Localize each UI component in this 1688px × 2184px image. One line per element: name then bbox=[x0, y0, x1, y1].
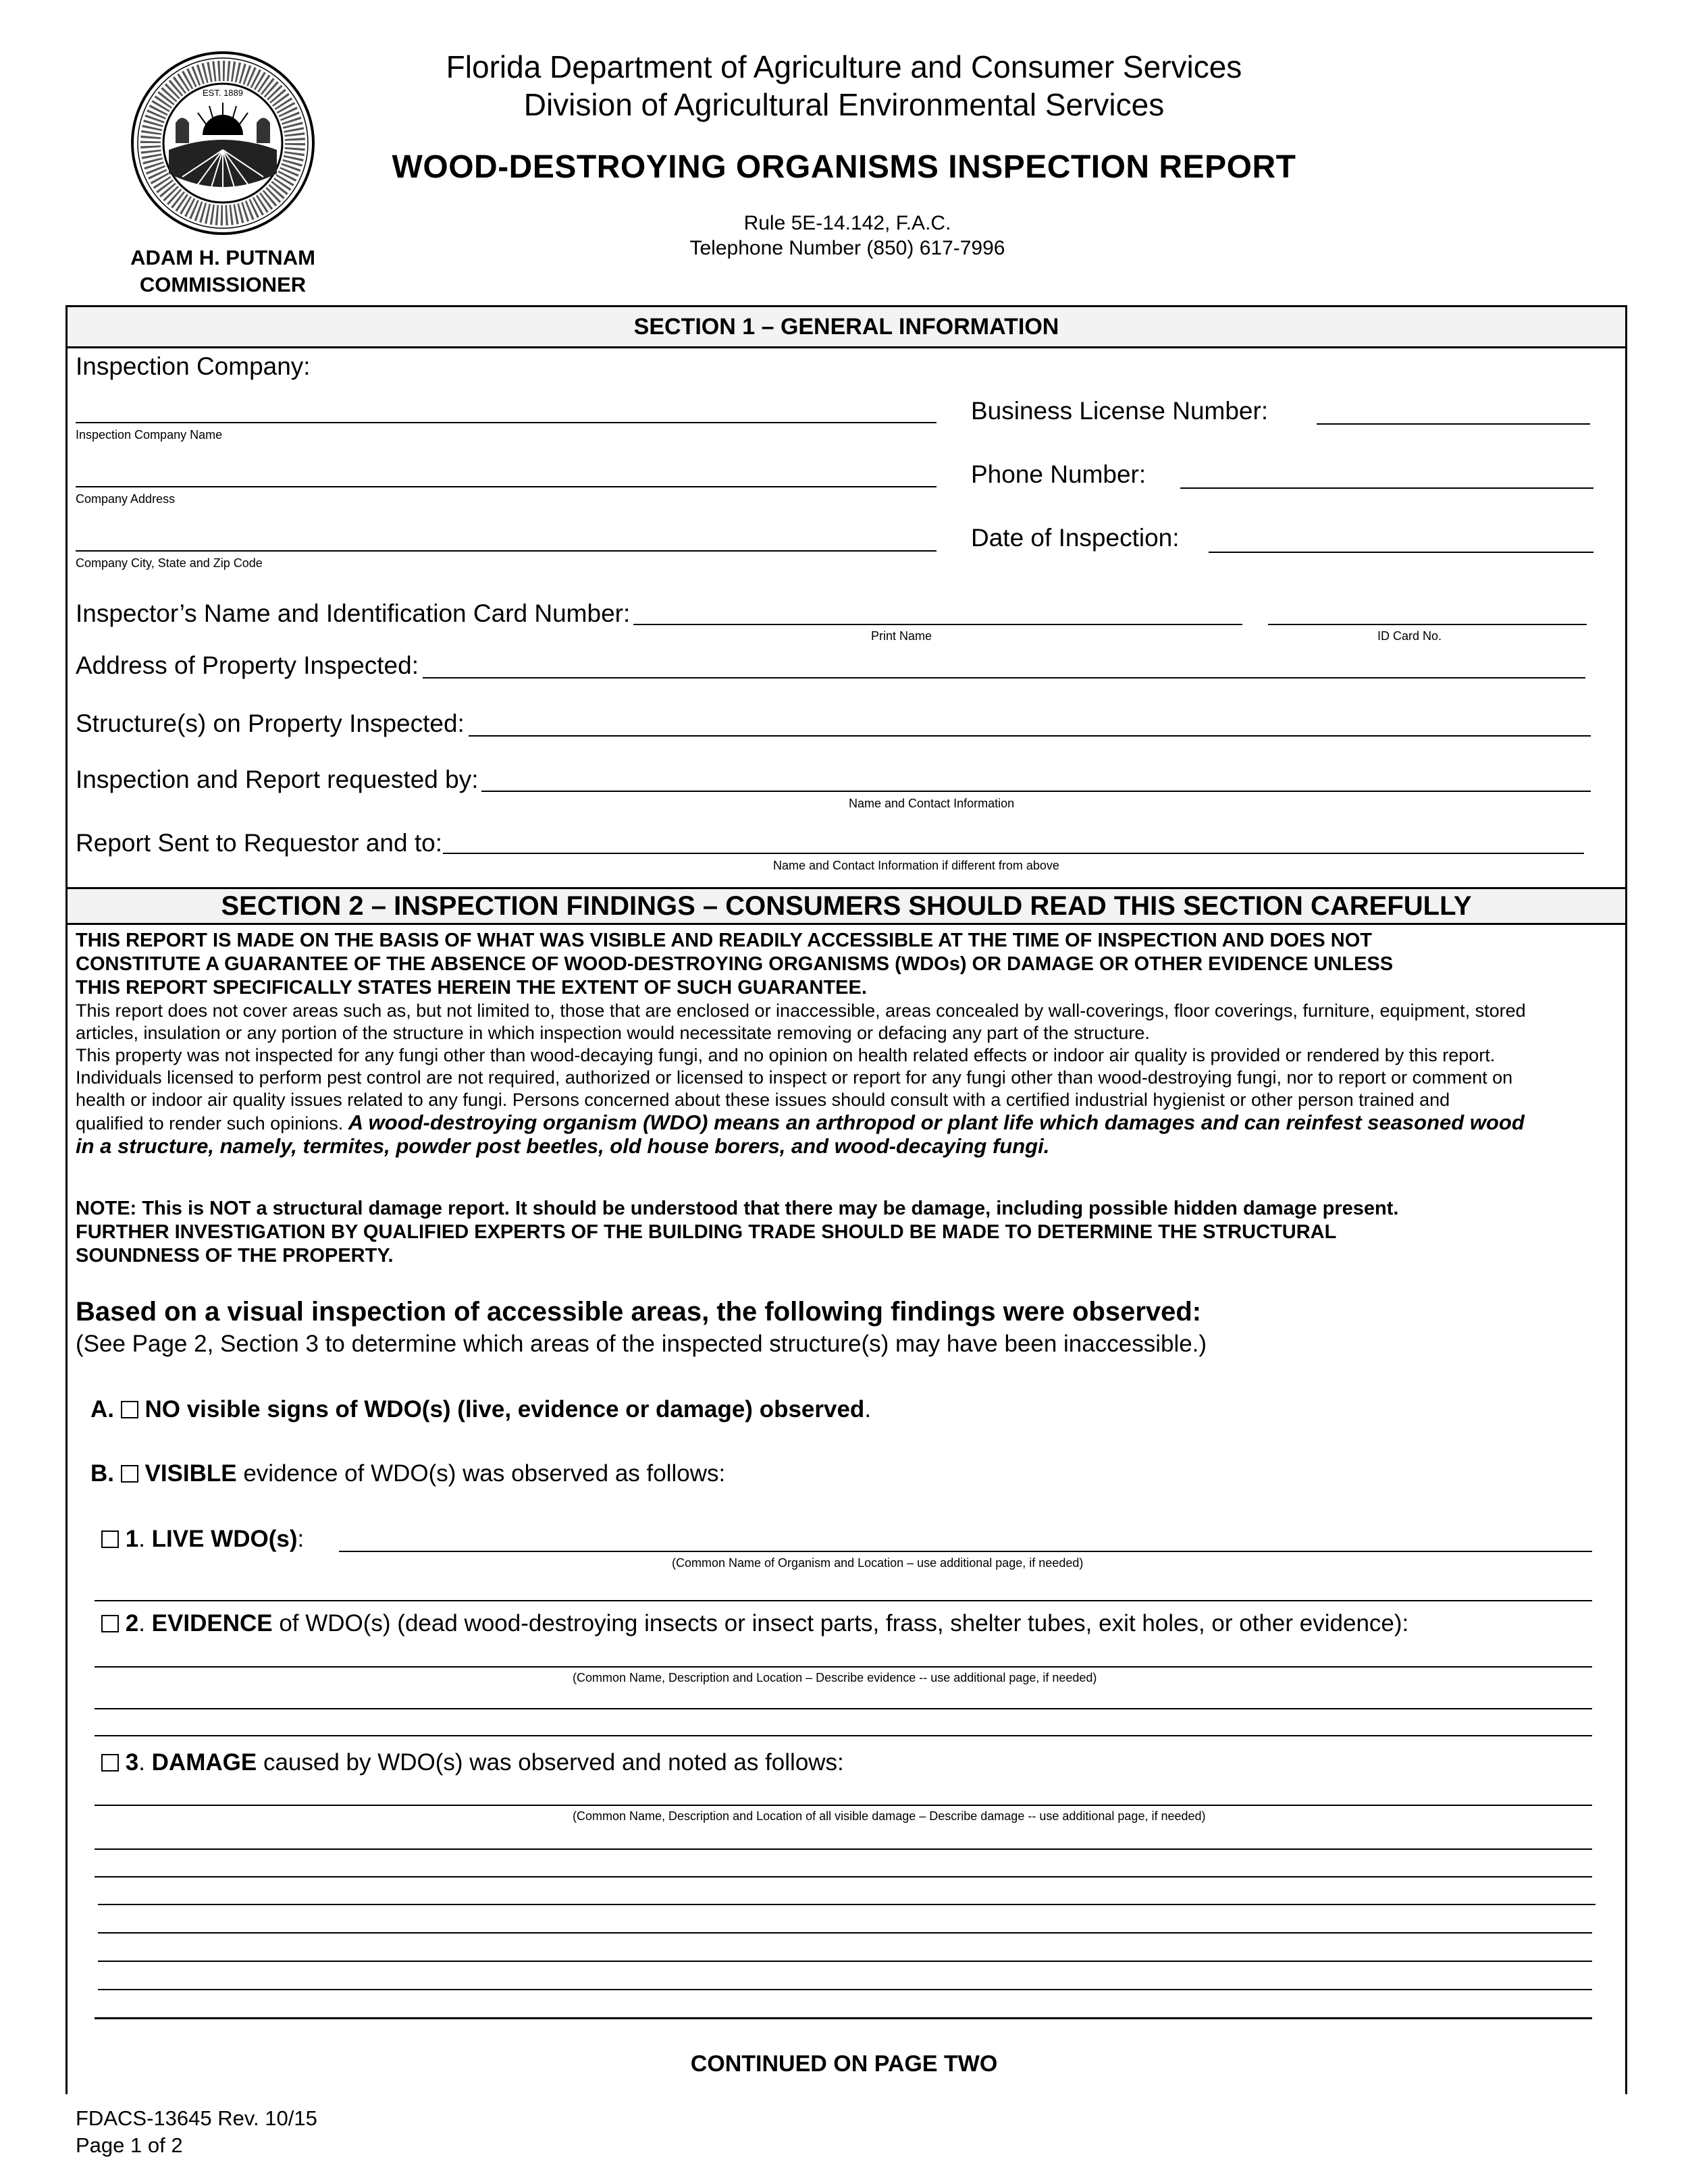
rule-reference: Rule 5E-14.142, F.A.C. bbox=[743, 212, 951, 234]
company-city-field[interactable] bbox=[76, 550, 937, 552]
continued-note: CONTINUED ON PAGE TWO bbox=[690, 2051, 998, 2077]
frame-right-border bbox=[1625, 305, 1627, 2094]
damage-field-2[interactable] bbox=[95, 1848, 1592, 1850]
telephone-number: Telephone Number (850) 617-7996 bbox=[689, 237, 1005, 259]
no-visible-checkbox[interactable] bbox=[121, 1401, 138, 1418]
finding-a-text: NO visible signs of WDO(s) (live, evidence or damage) observed bbox=[144, 1396, 865, 1422]
paragraph-line: This report does not cover areas such as, but not limited to, those that are enclosed or inaccessible, areas concealed by wall-coverings, floor coverings, furniture, equipment, stored bbox=[76, 1001, 1526, 1021]
evidence-field-3[interactable] bbox=[95, 1735, 1592, 1736]
division-name: Division of Agricultural Environmental Services bbox=[523, 87, 1165, 122]
sent-to-field[interactable] bbox=[443, 853, 1584, 854]
disclaimer-line: THIS REPORT SPECIFICALLY STATES HEREIN THE EXTENT OF SUCH GUARANTEE. bbox=[76, 977, 867, 998]
structures-field[interactable] bbox=[469, 735, 1591, 737]
company-name-field[interactable] bbox=[76, 422, 937, 423]
evidence-field[interactable] bbox=[95, 1666, 1592, 1668]
item-evidence-text: of WDO(s) (dead wood-destroying insects or insect parts, frass, shelter tubes, exit holes, or other evidence): bbox=[272, 1610, 1409, 1636]
evidence-field-2[interactable] bbox=[95, 1708, 1592, 1709]
finding-b bbox=[90, 1460, 725, 1487]
live-wdo-field-2[interactable] bbox=[95, 1600, 1592, 1601]
damage-field[interactable] bbox=[95, 1805, 1592, 1806]
finding-b-letter: B. bbox=[90, 1460, 114, 1487]
report-title: WOOD-DESTROYING ORGANISMS INSPECTION REPORT bbox=[392, 149, 1296, 185]
id-card-caption: ID Card No. bbox=[1377, 629, 1442, 643]
paragraph-line: Individuals licensed to perform pest control are not required, authorized or licensed to inspect or report for any fungi other than wood-destroying fungi, nor to report or comment on bbox=[76, 1067, 1513, 1088]
item-damage-text: caused by WDO(s) was observed and noted as follows: bbox=[257, 1749, 844, 1776]
company-address-caption: Company Address bbox=[76, 492, 176, 506]
visible-checkbox[interactable] bbox=[121, 1465, 138, 1483]
live-wdo-caption: (Common Name of Organism and Location – use additional page, if needed) bbox=[672, 1556, 1084, 1570]
inspection-company-label: Inspection Company: bbox=[76, 352, 311, 380]
disclaimer-line: THIS REPORT IS MADE ON THE BASIS OF WHAT WAS VISIBLE AND READILY ACCESSIBLE AT THE TIME OF INSPECTION AND DOES NOT bbox=[76, 930, 1373, 951]
finding-b-bold: VISIBLE bbox=[144, 1460, 237, 1487]
inspector-label: Inspector’s Name and Identification Card Number: bbox=[76, 600, 631, 627]
phone-number-label: Phone Number: bbox=[971, 460, 1146, 488]
business-license-field[interactable] bbox=[1317, 423, 1590, 425]
page-number: Page 1 of 2 bbox=[76, 2133, 183, 2157]
company-city-caption: Company City, State and Zip Code bbox=[76, 556, 263, 570]
item-live-label: LIVE WDO(s) bbox=[151, 1526, 298, 1552]
note-line: SOUNDNESS OF THE PROPERTY. bbox=[76, 1245, 394, 1267]
note-block bbox=[76, 1197, 1622, 1268]
department-seal bbox=[128, 49, 317, 238]
sent-to-label: Report Sent to Requestor and to: bbox=[76, 829, 443, 857]
id-card-field[interactable] bbox=[1268, 624, 1587, 625]
company-name-caption: Inspection Company Name bbox=[76, 428, 223, 442]
damage-field-5[interactable] bbox=[98, 1932, 1592, 1934]
damage-field-7[interactable] bbox=[98, 1989, 1592, 1990]
finding-a bbox=[90, 1396, 871, 1423]
address-inspected-field[interactable] bbox=[423, 677, 1585, 678]
live-wdo-checkbox[interactable] bbox=[101, 1530, 119, 1548]
item-damage-label: DAMAGE bbox=[151, 1749, 257, 1776]
inspector-name-field[interactable] bbox=[633, 624, 1242, 625]
commissioner-name: ADAM H. PUTNAM bbox=[130, 246, 315, 269]
paragraph-line: This property was not inspected for any fungi other than wood-decaying fungi, and no opinion on health related effects or indoor air quality is provided or rendered by this report. bbox=[76, 1045, 1496, 1065]
svg-text:EST. 1889: EST. 1889 bbox=[203, 88, 243, 98]
agency-name: Florida Department of Agriculture and Consumer Services bbox=[446, 49, 1242, 84]
finding-a-letter: A. bbox=[90, 1396, 114, 1422]
note-line: NOTE: This is NOT a structural damage report. It should be understood that there may be damage, including possible hidden damage present. bbox=[76, 1198, 1399, 1219]
finding-b-text: evidence of WDO(s) was observed as follows: bbox=[236, 1460, 726, 1487]
disclaimer-block bbox=[76, 929, 1622, 1000]
disclaimer-line: CONSTITUTE A GUARANTEE OF THE ABSENCE OF WOOD-DESTROYING ORGANISMS (WDOs) OR DAMAGE OR OTHER EVIDENCE UNLESS bbox=[76, 953, 1394, 975]
damage-field-8[interactable] bbox=[95, 2017, 1592, 2019]
item-colon: : bbox=[297, 1526, 305, 1552]
item-evidence-label: EVIDENCE bbox=[151, 1610, 273, 1636]
damage-caption: (Common Name, Description and Location of all visible damage – Describe damage -- use additional page, if needed) bbox=[573, 1809, 1206, 1823]
section1-heading: SECTION 1 – GENERAL INFORMATION bbox=[65, 305, 1627, 348]
wdo-definition-cont: in a structure, namely, termites, powder post beetles, old house borers, and wood-decaying fungi. bbox=[76, 1134, 1050, 1158]
paragraph-line bbox=[76, 1111, 1622, 1135]
finding-a-period: . bbox=[864, 1396, 872, 1422]
findings-intro: Based on a visual inspection of accessible areas, the following findings were observed: bbox=[76, 1297, 1202, 1327]
commissioner-title: COMMISSIONER bbox=[139, 273, 307, 296]
print-name-caption: Print Name bbox=[871, 629, 932, 643]
section2-heading: SECTION 2 – INSPECTION FINDINGS – CONSUMERS SHOULD READ THIS SECTION CAREFULLY bbox=[65, 887, 1627, 925]
wdo-definition: A wood-destroying organism (WDO) means an arthropod or plant life which damages and can reinfest seasoned wood bbox=[348, 1111, 1525, 1134]
requested-by-caption: Name and Contact Information bbox=[849, 797, 1015, 810]
item-damage: 3. DAMAGE caused by WDO(s) was observed and noted as follows: bbox=[101, 1749, 844, 1776]
structures-label: Structure(s) on Property Inspected: bbox=[76, 710, 465, 737]
item-live-wdo: 1. LIVE WDO(s): bbox=[101, 1526, 304, 1553]
coverage-paragraph bbox=[76, 1000, 1622, 1157]
requested-by-field[interactable] bbox=[481, 791, 1591, 792]
company-address-field[interactable] bbox=[76, 486, 937, 487]
damage-field-4[interactable] bbox=[98, 1904, 1595, 1905]
evidence-caption: (Common Name, Description and Location – Describe evidence -- use additional page, if needed) bbox=[573, 1671, 1097, 1684]
address-inspected-label: Address of Property Inspected: bbox=[76, 651, 419, 679]
see-page2-note: (See Page 2, Section 3 to determine which areas of the inspected structure(s) may have been inaccessible.) bbox=[76, 1331, 1207, 1357]
item-evidence: 2. EVIDENCE of WDO(s) (dead wood-destroying insects or insect parts, frass, shelter tubes, exit holes, or other evidence): bbox=[101, 1610, 1408, 1637]
sent-to-caption: Name and Contact Information if different from above bbox=[773, 859, 1059, 872]
item-number: 1 bbox=[125, 1526, 139, 1552]
item-number: 3 bbox=[125, 1749, 139, 1776]
date-of-inspection-field[interactable] bbox=[1209, 552, 1593, 553]
date-of-inspection-label: Date of Inspection: bbox=[971, 524, 1180, 552]
requested-by-label: Inspection and Report requested by: bbox=[76, 766, 479, 793]
form-id: FDACS-13645 Rev. 10/15 bbox=[76, 2106, 317, 2130]
paragraph-line: articles, insulation or any portion of the structure in which inspection would necessitate removing or defacing any part of the structure. bbox=[76, 1023, 1150, 1043]
damage-field-3[interactable] bbox=[95, 1876, 1592, 1877]
item-number: 2 bbox=[125, 1610, 139, 1636]
note-line: FURTHER INVESTIGATION BY QUALIFIED EXPERTS OF THE BUILDING TRADE SHOULD BE MADE TO DETERMINE THE STRUCTURAL bbox=[76, 1221, 1337, 1243]
phone-number-field[interactable] bbox=[1180, 487, 1593, 489]
frame-left-border bbox=[65, 305, 68, 2094]
live-wdo-field[interactable] bbox=[339, 1551, 1592, 1552]
evidence-checkbox[interactable] bbox=[101, 1615, 119, 1632]
business-license-label: Business License Number: bbox=[971, 397, 1269, 425]
paragraph-text: qualified to render such opinions. bbox=[76, 1113, 344, 1134]
damage-field-6[interactable] bbox=[98, 1961, 1592, 1962]
paragraph-line: health or indoor air quality issues related to any fungi. Persons concerned about these issues should consult with a certified industrial hygienist or other person trained and bbox=[76, 1090, 1450, 1110]
damage-checkbox[interactable] bbox=[101, 1754, 119, 1772]
